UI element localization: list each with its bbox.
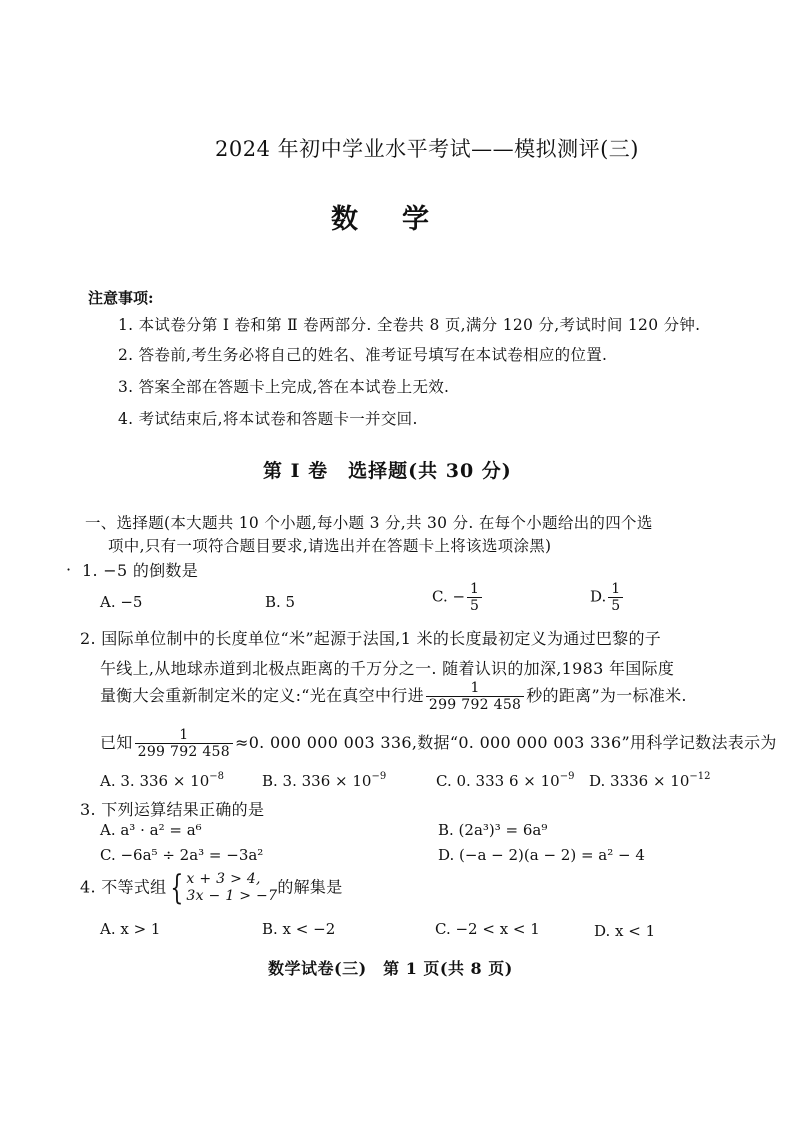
q2-line3-pre: 量衡大会重新制定米的定义:“光在真空中行进 (100, 686, 424, 706)
q4-stem (80, 868, 343, 908)
q1-option-d-prefix: D. (590, 587, 607, 606)
q2-option-a (100, 772, 224, 790)
q1-option-d-fraction (608, 581, 623, 614)
q1-option-c-num: 1 (467, 581, 482, 598)
q2-line3-post: 秒的距离”为一标准米. (526, 686, 687, 706)
q2-option-d-text: D. 3336 × 10 (589, 772, 690, 790)
q2-line1: 2. 国际单位制中的长度单位“米”起源于法国,1 米的长度最初定义为通过巴黎的子 (80, 629, 662, 648)
q1-option-b: B. 5 (265, 593, 296, 611)
q3-option-d: D. (−a − 2)(a − 2) = a² − 4 (438, 846, 645, 864)
q2-option-a-exp: −8 (209, 771, 225, 782)
notice-item-4: 4. 考试结束后,将本试卷和答题卡一并交回. (118, 410, 418, 428)
q4-stem-pre: 4. 不等式组 (80, 877, 167, 897)
q2-option-b-exp: −9 (371, 771, 387, 782)
q4-ineq-1: x + 3 > 4, (186, 871, 261, 888)
q2-fraction-1-den: 299 792 458 (428, 697, 522, 714)
notice-item-1: 1. 本试卷分第 Ⅰ 卷和第 Ⅱ 卷两部分. 全卷共 8 页,满分 120 分,考试时间 120 分钟. (118, 316, 701, 334)
notice-heading: 注意事项: (88, 289, 154, 307)
q2-line4-pre: 已知 (100, 733, 133, 753)
q1-stem: 1. −5 的倒数是 (82, 561, 199, 580)
section-instructions-line1: 一、选择题(本大题共 10 个小题,每小题 3 分,共 30 分. 在每个小题给出的四个选 (85, 514, 653, 532)
q1-option-c (432, 581, 484, 614)
q2-option-b (262, 772, 386, 790)
q3-option-c: C. −6a⁵ ÷ 2a³ = −3a² (100, 846, 264, 864)
q2-fraction-2 (135, 727, 233, 760)
q1-option-d (590, 581, 625, 614)
q4-stem-post: 的解集是 (277, 877, 343, 897)
q4-option-c: C. −2 < x < 1 (435, 920, 540, 938)
q4-option-d: D. x < 1 (594, 922, 656, 940)
q2-option-b-text: B. 3. 336 × 10 (262, 772, 372, 790)
q2-fraction-1-num: 1 (426, 680, 524, 697)
stray-mark: · (66, 560, 72, 579)
q1-option-c-den: 5 (470, 598, 479, 615)
subject-title: 数学 (331, 204, 473, 235)
q4-option-a: A. x > 1 (100, 920, 161, 938)
q1-option-c-fraction (467, 581, 482, 614)
q2-option-d (589, 772, 711, 790)
q2-option-d-exp: −12 (689, 771, 711, 782)
notice-item-3: 3. 答案全部在答题卡上完成,答在本试卷上无效. (118, 378, 450, 396)
section-instructions-line2: 项中,只有一项符合题目要求,请选出并在答题卡上将该选项涂黑) (108, 537, 552, 555)
q4-inequality-system (186, 871, 277, 905)
q2-fraction-2-den: 299 792 458 (137, 744, 230, 761)
q2-fraction-2-num: 1 (135, 727, 233, 744)
q4-option-b: B. x < −2 (262, 920, 336, 938)
q2-fraction-1 (426, 680, 524, 713)
q1-option-d-num: 1 (608, 581, 623, 598)
q2-option-c (436, 772, 574, 790)
q2-line2: 午线上,从地球赤道到北极点距离的千万分之一. 随着认识的加深,1983 年国际度 (100, 659, 675, 678)
brace-icon: { (170, 868, 185, 908)
q4-ineq-2: 3x − 1 > −7 (186, 888, 278, 904)
notice-item-2: 2. 答卷前,考生务必将自己的姓名、准考证号填写在本试卷相应的位置. (118, 346, 608, 364)
q1-option-c-prefix: C. − (432, 587, 466, 606)
q1-option-d-den: 5 (611, 598, 621, 615)
q1-option-a: A. −5 (100, 593, 143, 611)
q2-option-a-text: A. 3. 336 × 10 (100, 772, 210, 790)
section-title: 第 Ⅰ 卷 选择题(共 30 分) (263, 460, 512, 482)
q2-line4-post: ≈0. 000 000 003 336,数据“0. 000 000 003 336”用科学记数法表示为 (234, 733, 777, 753)
q3-option-a: A. a³ · a² = a⁶ (100, 821, 202, 839)
q2-option-c-text: C. 0. 333 6 × 10 (436, 772, 560, 790)
exam-title: 2024 年初中学业水平考试——模拟测评(三) (215, 137, 640, 161)
q3-stem: 3. 下列运算结果正确的是 (80, 800, 265, 819)
q3-option-b: B. (2a³)³ = 6a⁹ (438, 821, 548, 839)
q2-option-c-exp: −9 (559, 771, 575, 782)
q2-line4 (100, 727, 777, 760)
q2-line3 (100, 680, 687, 713)
page-footer: 数学试卷(三) 第 1 页(共 8 页) (268, 959, 513, 978)
